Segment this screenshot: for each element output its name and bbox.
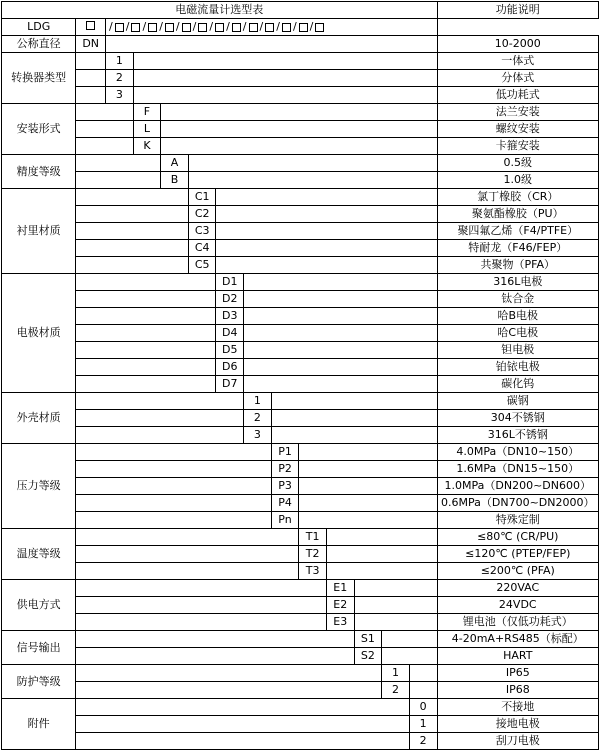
spacer-cell — [76, 53, 106, 70]
slash-separator: / — [259, 20, 264, 33]
spacer-cell — [299, 444, 437, 461]
spacer-cell — [76, 461, 271, 478]
model-box — [148, 23, 157, 32]
code-cell: A — [161, 155, 189, 172]
code-cell: L — [133, 121, 161, 138]
category-label: 温度等级 — [2, 529, 76, 580]
description-cell: 分体式 — [437, 70, 598, 87]
row-protection-1 — [2, 665, 599, 682]
description-cell: 304不锈钢 — [437, 410, 598, 427]
slash-separator: / — [309, 20, 314, 33]
model-box — [249, 23, 258, 32]
spacer-cell — [133, 87, 437, 104]
description-cell: 特殊定制 — [437, 512, 598, 529]
spacer-cell — [76, 376, 216, 393]
code-cell: E1 — [326, 580, 354, 597]
category-label: 精度等级 — [2, 155, 76, 189]
spacer-cell — [76, 427, 244, 444]
spacer-cell — [76, 733, 409, 750]
description-cell: 聚四氟乙烯（F4/PTFE） — [437, 223, 598, 240]
spacer-cell — [76, 716, 409, 733]
row-housing-1 — [2, 393, 599, 410]
code-cell: E3 — [326, 614, 354, 631]
spacer-cell — [76, 563, 299, 580]
model-box — [165, 23, 174, 32]
slash-separator: / — [109, 20, 113, 33]
table-header-row — [2, 2, 599, 19]
spacer-cell — [76, 699, 409, 716]
spacer-cell — [244, 325, 437, 342]
row-install-type-1 — [2, 104, 599, 121]
spacer-cell — [76, 240, 189, 257]
description-cell: 铂铱电极 — [437, 359, 598, 376]
code-cell: 2 — [409, 733, 437, 750]
spacer-cell — [299, 512, 437, 529]
description-cell: 碳钢 — [437, 393, 598, 410]
spacer-cell — [76, 631, 354, 648]
spacer-cell — [76, 291, 216, 308]
function-header: 功能说明 — [437, 2, 598, 19]
row-electrode-3 — [2, 308, 599, 325]
row-converter-type-1 — [2, 53, 599, 70]
category-label: 公称直径 — [2, 36, 76, 53]
code-cell: DN — [76, 36, 106, 53]
spacer-cell — [76, 70, 106, 87]
slash-separator: / — [242, 20, 247, 33]
description-cell: 聚氨酯橡胶（PU） — [437, 206, 598, 223]
model-box — [182, 23, 191, 32]
code-cell: T1 — [299, 529, 327, 546]
spacer-cell — [299, 495, 437, 512]
category-label: 衬里材质 — [2, 189, 76, 274]
row-power-3 — [2, 614, 599, 631]
spacer-cell — [161, 104, 437, 121]
row-electrode-4 — [2, 325, 599, 342]
spacer-cell — [271, 427, 437, 444]
description-cell: ≤80℃ (CR/PU) — [437, 529, 598, 546]
description-cell: IP65 — [437, 665, 598, 682]
spacer-cell — [76, 648, 354, 665]
category-label: 信号输出 — [2, 631, 76, 665]
spacer-cell — [76, 359, 216, 376]
description-cell: 接地电极 — [437, 716, 598, 733]
spacer-cell — [216, 206, 437, 223]
code-cell: E2 — [326, 597, 354, 614]
row-pressure-5 — [2, 512, 599, 529]
spacer-cell — [76, 495, 271, 512]
row-power-2 — [2, 597, 599, 614]
code-cell: D5 — [216, 342, 244, 359]
row-accuracy-1 — [2, 155, 599, 172]
code-cell: S1 — [354, 631, 382, 648]
model-code-row — [2, 19, 599, 36]
category-label: 压力等级 — [2, 444, 76, 529]
spacer-cell — [76, 87, 106, 104]
description-cell: 220VAC — [437, 580, 598, 597]
description-cell: 24VDC — [437, 597, 598, 614]
row-lining-1 — [2, 189, 599, 206]
description-cell: 一体式 — [437, 53, 598, 70]
table-title: 电磁流量计选型表 — [2, 2, 438, 19]
description-cell: ≤200℃ (PFA) — [437, 563, 598, 580]
spacer-cell — [354, 614, 437, 631]
spacer-cell — [299, 478, 437, 495]
row-electrode-6 — [2, 359, 599, 376]
description-cell: 低功耗式 — [437, 87, 598, 104]
spacer-cell — [76, 138, 133, 155]
category-label: 附件 — [2, 699, 76, 750]
spacer-cell — [161, 121, 437, 138]
spacer-cell — [216, 189, 437, 206]
spacer-cell — [244, 342, 437, 359]
model-box — [198, 23, 207, 32]
row-electrode-7 — [2, 376, 599, 393]
description-cell: 不接地 — [437, 699, 598, 716]
row-accessory-2 — [2, 716, 599, 733]
row-accessory-1 — [2, 699, 599, 716]
spacer-cell — [188, 172, 437, 189]
spacer-cell — [76, 121, 133, 138]
code-cell: C1 — [188, 189, 216, 206]
selection-table-page — [0, 1, 600, 747]
spacer-cell — [76, 172, 161, 189]
code-cell: T3 — [299, 563, 327, 580]
description-cell: 钛合金 — [437, 291, 598, 308]
code-cell: C3 — [188, 223, 216, 240]
code-cell: 3 — [106, 87, 134, 104]
description-cell: HART — [437, 648, 598, 665]
spacer-cell — [76, 665, 382, 682]
spacer-cell — [354, 580, 437, 597]
row-pressure-2 — [2, 461, 599, 478]
spacer-cell — [76, 410, 244, 427]
code-cell: F — [133, 104, 161, 121]
slash-separator: / — [175, 20, 180, 33]
row-power-1 — [2, 580, 599, 597]
model-box — [115, 23, 124, 32]
code-cell: D2 — [216, 291, 244, 308]
spacer-cell — [76, 104, 133, 121]
spacer-cell — [76, 529, 299, 546]
spacer-cell — [76, 342, 216, 359]
row-lining-3 — [2, 223, 599, 240]
spacer-cell — [106, 36, 438, 53]
spacer-cell — [76, 155, 161, 172]
spacer-cell — [76, 512, 271, 529]
code-cell: 2 — [106, 70, 134, 87]
spacer-cell — [76, 580, 327, 597]
code-cell: 2 — [244, 410, 272, 427]
description-cell: 共聚物（PFA） — [437, 257, 598, 274]
slash-separator: / — [159, 20, 163, 33]
spacer-cell — [244, 376, 437, 393]
spacer-cell — [326, 546, 437, 563]
code-cell: 1 — [409, 716, 437, 733]
code-cell: S2 — [354, 648, 382, 665]
code-cell: 2 — [382, 682, 410, 699]
spacer-cell — [244, 274, 437, 291]
row-housing-2 — [2, 410, 599, 427]
code-cell: K — [133, 138, 161, 155]
spacer-cell — [382, 648, 437, 665]
code-cell: D6 — [216, 359, 244, 376]
spacer-cell — [216, 223, 437, 240]
spacer-cell — [382, 631, 437, 648]
spacer-cell — [76, 308, 216, 325]
spacer-cell — [326, 529, 437, 546]
code-cell: C2 — [188, 206, 216, 223]
row-converter-type-3 — [2, 87, 599, 104]
row-pressure-3 — [2, 478, 599, 495]
code-cell: P3 — [271, 478, 299, 495]
description-cell: 316L电极 — [437, 274, 598, 291]
row-lining-2 — [2, 206, 599, 223]
code-cell: D3 — [216, 308, 244, 325]
model-box — [265, 23, 274, 32]
row-pressure-4 — [2, 495, 599, 512]
description-cell: 0.5级 — [437, 155, 598, 172]
row-temperature-3 — [2, 563, 599, 580]
row-install-type-3 — [2, 138, 599, 155]
category-label: 防护等级 — [2, 665, 76, 699]
spacer-cell — [76, 223, 189, 240]
description-cell: 锂电池（仅低功耗式） — [437, 614, 598, 631]
spacer-cell — [76, 206, 189, 223]
spacer-cell — [76, 614, 327, 631]
code-cell: B — [161, 172, 189, 189]
description-cell: 卡箍安装 — [437, 138, 598, 155]
description-cell: 氯丁橡胶（CR） — [437, 189, 598, 206]
row-temperature-1 — [2, 529, 599, 546]
spacer-cell — [326, 563, 437, 580]
selection-table — [1, 1, 599, 750]
model-row-spacer — [437, 19, 598, 36]
description-cell: 碳化钨 — [437, 376, 598, 393]
slash-separator: / — [226, 20, 230, 33]
code-cell: D4 — [216, 325, 244, 342]
row-converter-type-2 — [2, 70, 599, 87]
spacer-cell — [188, 155, 437, 172]
description-cell: 钽电极 — [437, 342, 598, 359]
spacer-cell — [244, 291, 437, 308]
code-cell: 3 — [244, 427, 272, 444]
spacer-cell — [299, 461, 437, 478]
description-cell: 哈B电极 — [437, 308, 598, 325]
description-cell: IP68 — [437, 682, 598, 699]
slash-separator: / — [209, 20, 214, 33]
slash-separator: / — [292, 20, 297, 33]
code-cell: D7 — [216, 376, 244, 393]
description-cell: ≤120℃ (PTEP/FEP) — [437, 546, 598, 563]
spacer-cell — [244, 359, 437, 376]
spacer-cell — [76, 682, 382, 699]
spacer-cell — [216, 240, 437, 257]
spacer-cell — [133, 53, 437, 70]
model-box — [86, 21, 95, 30]
model-box-strip — [106, 19, 438, 36]
spacer-cell — [133, 70, 437, 87]
model-prefix: LDG — [2, 19, 76, 36]
model-box — [131, 23, 140, 32]
row-lining-4 — [2, 240, 599, 257]
spacer-cell — [271, 393, 437, 410]
row-accessory-3 — [2, 733, 599, 750]
spacer-cell — [216, 257, 437, 274]
spacer-cell — [409, 682, 437, 699]
row-accuracy-2 — [2, 172, 599, 189]
spacer-cell — [271, 410, 437, 427]
category-label: 转换器类型 — [2, 53, 76, 104]
slash-separator: / — [276, 20, 280, 33]
row-electrode-5 — [2, 342, 599, 359]
row-protection-2 — [2, 682, 599, 699]
code-cell: D1 — [216, 274, 244, 291]
code-cell: T2 — [299, 546, 327, 563]
model-box — [232, 23, 241, 32]
spacer-cell — [76, 274, 216, 291]
row-electrode-1 — [2, 274, 599, 291]
category-label: 外壳材质 — [2, 393, 76, 444]
category-label: 供电方式 — [2, 580, 76, 631]
spacer-cell — [76, 444, 271, 461]
description-cell: 316L不锈钢 — [437, 427, 598, 444]
row-temperature-2 — [2, 546, 599, 563]
row-install-type-2 — [2, 121, 599, 138]
spacer-cell — [76, 189, 189, 206]
category-label: 安装形式 — [2, 104, 76, 155]
description-cell: 1.6MPa（DN15~150） — [437, 461, 598, 478]
spacer-cell — [409, 665, 437, 682]
description-cell: 特耐龙（F46/FEP） — [437, 240, 598, 257]
spacer-cell — [76, 478, 271, 495]
row-signal-output-1 — [2, 631, 599, 648]
description-cell: 法兰安装 — [437, 104, 598, 121]
code-cell: 1 — [106, 53, 134, 70]
description-cell: 1.0级 — [437, 172, 598, 189]
spacer-cell — [76, 393, 244, 410]
row-electrode-2 — [2, 291, 599, 308]
description-cell: 4.0MPa（DN10~150） — [437, 444, 598, 461]
code-cell: C5 — [188, 257, 216, 274]
code-cell: P1 — [271, 444, 299, 461]
description-cell: 螺纹安装 — [437, 121, 598, 138]
code-cell: Pn — [271, 512, 299, 529]
model-box — [299, 23, 308, 32]
row-signal-output-2 — [2, 648, 599, 665]
description-cell: 1.0MPa（DN200~DN600） — [437, 478, 598, 495]
slash-separator: / — [142, 20, 147, 33]
spacer-cell — [161, 138, 437, 155]
spacer-cell — [354, 597, 437, 614]
model-box — [315, 23, 324, 32]
description-cell: 4-20mA+RS485（标配） — [437, 631, 598, 648]
code-cell: 0 — [409, 699, 437, 716]
model-box — [215, 23, 224, 32]
spacer-cell — [76, 546, 299, 563]
model-box-cell-1 — [76, 19, 106, 36]
model-box — [282, 23, 291, 32]
slash-separator: / — [125, 20, 130, 33]
code-cell: 1 — [382, 665, 410, 682]
spacer-cell — [76, 257, 189, 274]
code-cell: P2 — [271, 461, 299, 478]
description-cell: 0.6MPa（DN700~DN2000） — [437, 495, 598, 512]
row-pressure-1 — [2, 444, 599, 461]
description-cell: 10-2000 — [437, 36, 598, 53]
description-cell: 哈C电极 — [437, 325, 598, 342]
code-cell: C4 — [188, 240, 216, 257]
slash-separator: / — [192, 20, 197, 33]
code-cell: 1 — [244, 393, 272, 410]
spacer-cell — [76, 325, 216, 342]
category-label: 电极材质 — [2, 274, 76, 393]
code-cell: P4 — [271, 495, 299, 512]
row-nominal-diameter — [2, 36, 599, 53]
row-housing-3 — [2, 427, 599, 444]
description-cell: 刮刀电极 — [437, 733, 598, 750]
row-lining-5 — [2, 257, 599, 274]
spacer-cell — [76, 597, 327, 614]
spacer-cell — [244, 308, 437, 325]
